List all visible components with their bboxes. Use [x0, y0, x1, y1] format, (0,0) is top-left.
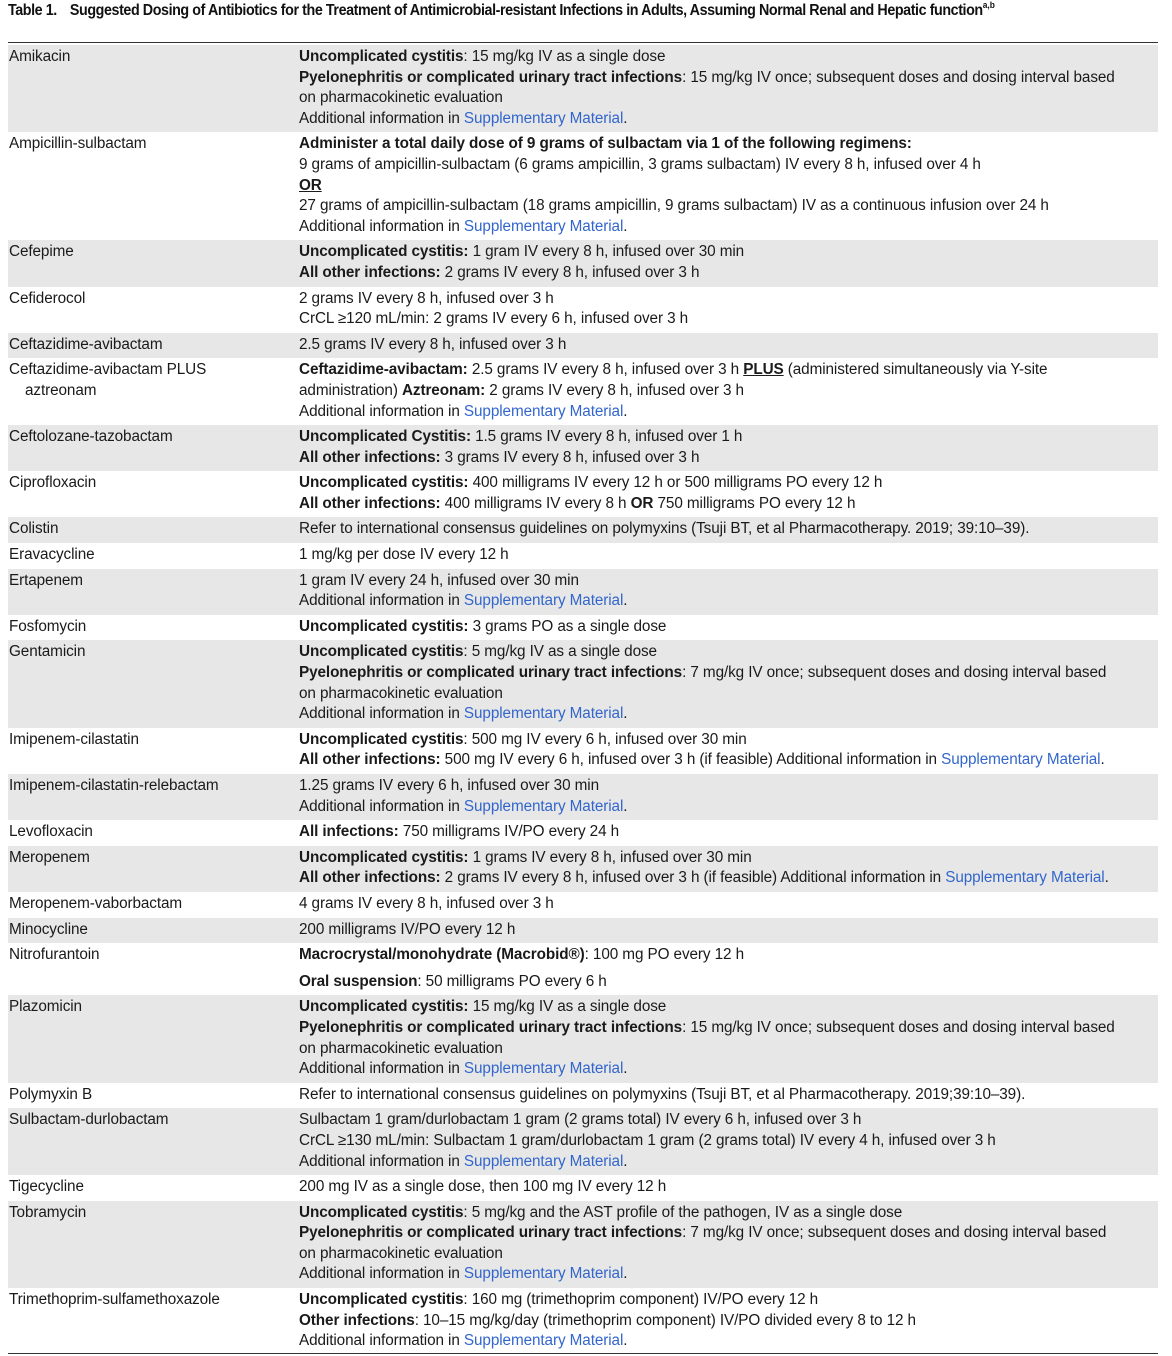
supplementary-material-link[interactable]: Supplementary Material: [463, 109, 624, 127]
dosing-text: 750 milligrams PO every 12 h: [653, 494, 856, 512]
dosing-text: on pharmacokinetic evaluation: [299, 89, 503, 107]
drug-name: Ertapenem: [9, 571, 83, 589]
dosing-text: : 160 mg (trimethoprim component) IV/PO every 12 h: [463, 1291, 819, 1309]
drug-name: Polymyxin B: [9, 1085, 93, 1103]
table-row: [8, 918, 1158, 944]
dosing-line: [299, 68, 1158, 89]
dosing-text: Additional information in: [299, 592, 464, 610]
drug-name-cell: [8, 569, 298, 615]
dosing-line: [299, 217, 1158, 238]
dosing-line: [299, 494, 1158, 515]
table-row: [8, 1175, 1158, 1201]
dosing-text: 1.25 grams IV every 6 h, infused over 30 min: [299, 777, 599, 794]
dosing-label: Uncomplicated cystitis: [299, 1203, 464, 1221]
dosing-text: Sulbactam 1 gram/durlobactam 1 gram (2 grams total) IV every 4 h, infused over 3 h: [433, 1131, 996, 1149]
dosing-line: [299, 1203, 1158, 1224]
dosing-cell: [298, 892, 1158, 918]
dosing-text: 200 milligrams IV/PO every 12 h: [299, 920, 516, 938]
dosing-cell: [298, 358, 1158, 425]
dosing-line: [299, 360, 1158, 381]
dosing-text: Additional information in: [299, 217, 464, 235]
drug-name: Gentamicin: [9, 643, 86, 661]
dosing-cell: [298, 774, 1158, 820]
dosing-text: 2 grams IV every 8 h, infused over 3 h (if feasible) Additional information in: [440, 869, 946, 887]
dosing-line: [299, 894, 1158, 915]
dosing-label: Uncomplicated cystitis: [299, 643, 464, 661]
drug-name-cell: [8, 943, 298, 995]
dosing-line: [299, 1018, 1158, 1039]
dosing-label: Aztreonam:: [401, 381, 486, 399]
dosing-text: : 15 mg/kg IV as a single dose: [463, 48, 666, 65]
dosing-label: Uncomplicated cystitis:: [299, 243, 469, 261]
supplementary-material-link[interactable]: Supplementary Material: [463, 402, 624, 420]
dosing-line: [299, 545, 1158, 566]
dosing-line: [299, 972, 1158, 993]
dosing-text: CrCL ≥130 mL/min:: [299, 1131, 434, 1149]
dosing-text: Additional information in: [299, 402, 464, 420]
dosing-text: (administered simultaneously via Y-site: [783, 361, 1048, 379]
dosing-text: CrCL ≥120 mL/min: 2 grams IV every 6 h, infused over 3 h: [299, 310, 689, 328]
dosing-line: [299, 1152, 1158, 1173]
drug-name-cell: [8, 820, 298, 846]
drug-name-cell: [8, 1288, 298, 1355]
dosing-text: .: [623, 705, 628, 723]
dosing-cell: [298, 640, 1158, 727]
table-top-rule: [8, 42, 1158, 43]
supplementary-material-link[interactable]: Supplementary Material: [463, 1152, 624, 1170]
dosing-text: 27 grams of ampicillin-sulbactam (18 grams ampicillin, 9 grams sulbactam) IV as a continuous infusion over 24 h: [299, 197, 1049, 215]
drug-name: Tigecycline: [9, 1178, 84, 1196]
drug-name-cell: [8, 774, 298, 820]
dosing-line: [299, 196, 1158, 217]
dosing-table: [8, 45, 1158, 1355]
dosing-label: Uncomplicated cystitis:: [299, 998, 469, 1016]
dosing-text: on pharmacokinetic evaluation: [299, 1039, 503, 1057]
table-row: [8, 640, 1158, 727]
footnote-marks: a,b: [982, 0, 995, 10]
dosing-label: Pyelonephritis or complicated urinary tract infections: [299, 1018, 683, 1036]
dosing-line: [299, 663, 1158, 684]
dosing-label: All other infections:: [299, 448, 441, 466]
table-row: [8, 471, 1158, 517]
drug-name: Imipenem-cilastatin: [9, 730, 139, 748]
drug-name: Ceftazidime-avibactam PLUS: [9, 361, 207, 379]
dosing-label: OR: [299, 176, 322, 194]
dosing-line: [299, 381, 1158, 402]
drug-name: Ampicillin-sulbactam: [9, 135, 147, 153]
dosing-line: [299, 242, 1158, 263]
drug-name-cell: [8, 918, 298, 944]
dosing-line: [299, 591, 1158, 612]
dosing-text: Refer to international consensus guidelines on polymyxins (Tsuji BT, et al Pharmacotherapy. 2019; 39:10–39).: [299, 520, 1030, 538]
table-row: [8, 45, 1158, 132]
drug-name: Eravacycline: [9, 546, 95, 564]
dosing-cell: [298, 45, 1158, 132]
drug-name: Fosfomycin: [9, 617, 87, 635]
dosing-line: [299, 109, 1158, 130]
drug-name: Cefiderocol: [9, 289, 86, 307]
dosing-text: administration): [299, 381, 402, 399]
drug-name: Plazomicin: [9, 998, 82, 1016]
dosing-text: .: [623, 217, 628, 235]
drug-name-cell: [8, 287, 298, 333]
drug-name-cell: [8, 45, 298, 132]
dosing-label: All other infections:: [299, 869, 441, 887]
drug-name-cell: [8, 333, 298, 359]
table-row: [8, 1083, 1158, 1109]
dosing-text: 1 mg/kg per dose IV every 12 h: [299, 546, 509, 564]
dosing-text: 4 grams IV every 8 h, infused over 3 h: [299, 894, 554, 912]
dosing-cell: [298, 1175, 1158, 1201]
dosing-table-body: [8, 45, 1158, 1355]
dosing-line: [299, 822, 1158, 843]
dosing-text: .: [623, 797, 628, 815]
dosing-label: Uncomplicated cystitis: [299, 1291, 464, 1309]
dosing-text: 200 mg IV as a single dose, then 100 mg IV every 12 h: [299, 1178, 667, 1196]
dosing-label: Macrocrystal/monohydrate (Macrobid®): [299, 946, 585, 964]
dosing-line: [299, 848, 1158, 869]
dosing-text: : 10–15 mg/kg/day (trimethoprim component) IV/PO divided every 8 to 12 h: [414, 1311, 916, 1329]
dosing-line: [299, 945, 1158, 966]
dosing-label: Oral suspension: [299, 972, 418, 990]
dosing-text: Additional information in: [299, 797, 464, 815]
dosing-cell: [298, 1201, 1158, 1288]
dosing-cell: [298, 543, 1158, 569]
table-row: [8, 543, 1158, 569]
dosing-label: Uncomplicated cystitis: [299, 730, 464, 748]
dosing-label: Uncomplicated cystitis: [299, 48, 464, 65]
table-row: [8, 132, 1158, 240]
dosing-text: 2.5 grams IV every 8 h, infused over 3 h: [299, 335, 567, 353]
dosing-label: Uncomplicated Cystitis:: [299, 428, 471, 446]
dosing-cell: [298, 425, 1158, 471]
drug-name: Minocycline: [9, 920, 88, 938]
dosing-text: 750 milligrams IV/PO every 24 h: [398, 823, 620, 841]
dosing-line: [299, 88, 1158, 109]
dosing-line: [299, 473, 1158, 494]
dosing-text: : 15 mg/kg IV once; subsequent doses and dosing interval based: [682, 1018, 1115, 1036]
supplementary-material-link[interactable]: Supplementary Material: [463, 797, 624, 815]
dosing-cell: [298, 287, 1158, 333]
dosing-line: [299, 1264, 1158, 1285]
dosing-line: [299, 155, 1158, 176]
dosing-text: .: [623, 592, 628, 610]
dosing-text: 400 milligrams IV every 8 h: [440, 494, 631, 512]
dosing-text: 1 gram IV every 24 h, infused over 30 min: [299, 571, 579, 589]
dosing-label: All other infections:: [299, 263, 441, 281]
dosing-text: 2 grams IV every 8 h, infused over 3 h: [299, 289, 554, 307]
dosing-label: PLUS: [743, 361, 784, 379]
drug-name: Amikacin: [9, 48, 71, 65]
dosing-text: .: [623, 1060, 628, 1078]
dosing-line: [299, 571, 1158, 592]
supplementary-material-link[interactable]: Supplementary Material: [945, 869, 1105, 887]
dosing-label: OR: [630, 494, 654, 512]
table-bottom-rule: [8, 1353, 1158, 1354]
dosing-line: [299, 1290, 1158, 1311]
dosing-text: 1.5 grams IV every 8 h, infused over 1 h: [470, 428, 743, 446]
dosing-text: .: [623, 1265, 628, 1283]
dosing-line: [299, 1059, 1158, 1080]
drug-name-continuation: aztreonam: [25, 381, 97, 399]
dosing-text: .: [623, 1152, 628, 1170]
dosing-line: [299, 750, 1158, 771]
dosing-line: [299, 1177, 1158, 1198]
dosing-cell: [298, 240, 1158, 286]
dosing-text: 2 grams IV every 8 h, infused over 3 h: [440, 263, 700, 281]
table-title: Suggested Dosing of Antibiotics for the Treatment of Antimicrobial-resistant Infections in Adults, Assuming Normal Renal and Hepatic function: [69, 2, 983, 19]
dosing-line: [299, 309, 1158, 330]
supplementary-material-link[interactable]: Supplementary Material: [463, 217, 624, 235]
dosing-line: [299, 1039, 1158, 1060]
drug-name-cell: [8, 728, 298, 774]
table-row: [8, 943, 1158, 995]
dosing-line: [299, 868, 1158, 889]
dosing-line: [299, 1311, 1158, 1332]
drug-name: Nitrofurantoin: [9, 946, 100, 964]
dosing-line: [299, 730, 1158, 751]
dosing-text: : 100 mg PO every 12 h: [584, 946, 744, 964]
dosing-line: [299, 47, 1158, 68]
dosing-line: [299, 427, 1158, 448]
table-label: Table 1.: [8, 2, 57, 19]
dosing-label: Uncomplicated cystitis:: [299, 848, 469, 866]
dosing-line: [299, 617, 1158, 638]
drug-name-cell: [8, 846, 298, 892]
drug-name-cell: [8, 358, 298, 425]
drug-name: Ciprofloxacin: [9, 474, 97, 492]
dosing-line: [299, 1244, 1158, 1265]
dosing-text: Additional information in: [299, 1152, 464, 1170]
supplementary-material-link[interactable]: Supplementary Material: [463, 592, 624, 610]
dosing-text: 9 grams of ampicillin-sulbactam (6 grams ampicillin, 3 grams sulbactam) IV every 8 h, infused over 4 h: [299, 155, 981, 173]
table-row: [8, 287, 1158, 333]
dosing-line: [299, 684, 1158, 705]
dosing-text: 2.5 grams IV every 8 h, infused over 3 h: [467, 361, 744, 379]
dosing-line: [299, 176, 1158, 197]
drug-name-cell: [8, 240, 298, 286]
dosing-text: : 5 mg/kg and the AST profile of the pathogen, IV as a single dose: [463, 1203, 903, 1221]
dosing-label: Pyelonephritis or complicated urinary tract infections: [299, 68, 683, 86]
dosing-label: Pyelonephritis or complicated urinary tract infections: [299, 664, 683, 682]
table-row: [8, 240, 1158, 286]
dosing-line: [299, 335, 1158, 356]
dosing-line: [299, 920, 1158, 941]
drug-name-cell: [8, 1083, 298, 1109]
dosing-cell: [298, 1108, 1158, 1175]
dosing-text: Refer to international consensus guidelines on polymyxins (Tsuji BT, et al Pharmacotherapy. 2019;39:10–39).: [299, 1085, 1026, 1103]
dosing-label: Other infections: [299, 1311, 415, 1329]
table-row: [8, 615, 1158, 641]
dosing-cell: [298, 471, 1158, 517]
dosing-cell: [298, 1288, 1158, 1355]
dosing-text: : 50 milligrams PO every 6 h: [417, 972, 607, 990]
drug-name: Colistin: [9, 520, 59, 538]
dosing-line: [299, 776, 1158, 797]
table-row: [8, 820, 1158, 846]
table-row: [8, 728, 1158, 774]
drug-name-cell: [8, 132, 298, 240]
dosing-text: Additional information in: [299, 1060, 464, 1078]
supplementary-material-link[interactable]: Supplementary Material: [463, 1332, 624, 1350]
table-row: [8, 425, 1158, 471]
dosing-cell: [298, 846, 1158, 892]
drug-name: Trimethoprim-sulfamethoxazole: [9, 1291, 220, 1309]
dosing-text: 2 grams IV every 8 h, infused over 3 h: [485, 381, 744, 399]
dosing-cell: [298, 615, 1158, 641]
dosing-label: Pyelonephritis or complicated urinary tract infections: [299, 1224, 683, 1242]
dosing-cell: [298, 943, 1158, 995]
dosing-cell: [298, 918, 1158, 944]
dosing-line: [299, 402, 1158, 423]
table-row: [8, 1108, 1158, 1175]
table-row: [8, 569, 1158, 615]
dosing-label: All other infections:: [299, 751, 441, 769]
dosing-line: [299, 263, 1158, 284]
drug-name-cell: [8, 517, 298, 543]
dosing-text: .: [623, 402, 628, 420]
dosing-text: Sulbactam 1 gram/durlobactam 1 gram (2 grams total) IV every 6 h, infused over 3 h: [299, 1111, 862, 1129]
dosing-text: : 500 mg IV every 6 h, infused over 30 min: [463, 730, 747, 748]
table-row: [8, 358, 1158, 425]
drug-name-cell: [8, 1201, 298, 1288]
drug-name: Cefepime: [9, 243, 74, 261]
dosing-line: [299, 1331, 1158, 1352]
dosing-text: : 7 mg/kg IV once; subsequent doses and dosing interval based: [682, 664, 1107, 682]
dosing-text: 15 mg/kg IV as a single dose: [468, 998, 667, 1016]
dosing-line: [299, 1085, 1158, 1106]
dosing-cell: [298, 728, 1158, 774]
dosing-text: Additional information in: [299, 1332, 464, 1350]
dosing-text: : 7 mg/kg IV once; subsequent doses and dosing interval based: [682, 1224, 1107, 1242]
drug-name-cell: [8, 995, 298, 1082]
dosing-label: Administer a total daily dose of 9 grams of sulbactam via 1 of the following regimens:: [299, 135, 912, 153]
drug-name: Ceftazidime-avibactam: [9, 335, 163, 353]
dosing-line: [299, 519, 1158, 540]
table-row: [8, 995, 1158, 1082]
dosing-cell: [298, 1083, 1158, 1109]
dosing-text: .: [623, 1332, 628, 1350]
dosing-cell: [298, 995, 1158, 1082]
dosing-text: Additional information in: [299, 705, 464, 723]
dosing-text: 3 grams PO as a single dose: [468, 617, 667, 635]
drug-name-cell: [8, 640, 298, 727]
dosing-text: on pharmacokinetic evaluation: [299, 1244, 503, 1262]
drug-name-cell: [8, 1108, 298, 1175]
dosing-text: 1 gram IV every 8 h, infused over 30 min: [468, 243, 745, 261]
table-row: [8, 774, 1158, 820]
dosing-text: .: [1100, 751, 1105, 769]
dosing-label: Ceftazidime-avibactam:: [299, 361, 468, 379]
dosing-cell: [298, 517, 1158, 543]
dosing-text: : 15 mg/kg IV once; subsequent doses and dosing interval based: [682, 68, 1115, 86]
table-row: [8, 892, 1158, 918]
dosing-text: 3 grams IV every 8 h, infused over 3 h: [440, 448, 700, 466]
drug-name: Levofloxacin: [9, 823, 93, 841]
dosing-cell: [298, 132, 1158, 240]
table-row: [8, 846, 1158, 892]
drug-name-cell: [8, 615, 298, 641]
dosing-line: [299, 134, 1158, 155]
dosing-text: 500 mg IV every 6 h, infused over 3 h (if feasible) Additional information in: [440, 751, 942, 769]
dosing-text: on pharmacokinetic evaluation: [299, 684, 503, 702]
table-row: [8, 1201, 1158, 1288]
dosing-line: [299, 642, 1158, 663]
dosing-cell: [298, 333, 1158, 359]
table-row: [8, 517, 1158, 543]
supplementary-material-link[interactable]: Supplementary Material: [463, 1265, 624, 1283]
dosing-label: All other infections:: [299, 494, 441, 512]
dosing-line: [299, 704, 1158, 725]
drug-name-cell: [8, 543, 298, 569]
dosing-cell: [298, 569, 1158, 615]
dosing-text: 1 grams IV every 8 h, infused over 30 min: [468, 848, 752, 866]
drug-name-cell: [8, 1175, 298, 1201]
dosing-line: [299, 1110, 1158, 1131]
dosing-text: 400 milligrams IV every 12 h or 500 milligrams PO every 12 h: [468, 474, 883, 492]
dosing-cell: [298, 820, 1158, 846]
dosing-line: [299, 289, 1158, 310]
drug-name-cell: [8, 471, 298, 517]
drug-name-cell: [8, 892, 298, 918]
dosing-line: [299, 1223, 1158, 1244]
drug-name: Meropenem-vaborbactam: [9, 894, 183, 912]
drug-name: Tobramycin: [9, 1203, 87, 1221]
dosing-label: All infections:: [299, 823, 399, 841]
supplementary-material-link[interactable]: Supplementary Material: [463, 705, 624, 723]
dosing-text: Additional information in: [299, 1265, 464, 1283]
dosing-text: .: [623, 109, 628, 127]
dosing-line: [299, 797, 1158, 818]
drug-name: Ceftolozane-tazobactam: [9, 428, 173, 446]
dosing-label: Uncomplicated cystitis:: [299, 474, 469, 492]
table-caption: [8, 2, 1093, 20]
supplementary-material-link[interactable]: Supplementary Material: [463, 1060, 624, 1078]
dosing-line: [299, 997, 1158, 1018]
drug-name: Sulbactam-durlobactam: [9, 1111, 169, 1129]
drug-name: Imipenem-cilastatin-relebactam: [9, 777, 219, 794]
dosing-text: Additional information in: [299, 109, 464, 127]
dosing-label: Uncomplicated cystitis:: [299, 617, 469, 635]
dosing-text: .: [1104, 869, 1109, 887]
table-row: [8, 1288, 1158, 1355]
dosing-line: [299, 1131, 1158, 1152]
supplementary-material-link[interactable]: Supplementary Material: [941, 751, 1101, 769]
drug-name-cell: [8, 425, 298, 471]
dosing-text: : 5 mg/kg IV as a single dose: [463, 643, 657, 661]
table-row: [8, 333, 1158, 359]
dosing-line: [299, 448, 1158, 469]
drug-name: Meropenem: [9, 848, 90, 866]
